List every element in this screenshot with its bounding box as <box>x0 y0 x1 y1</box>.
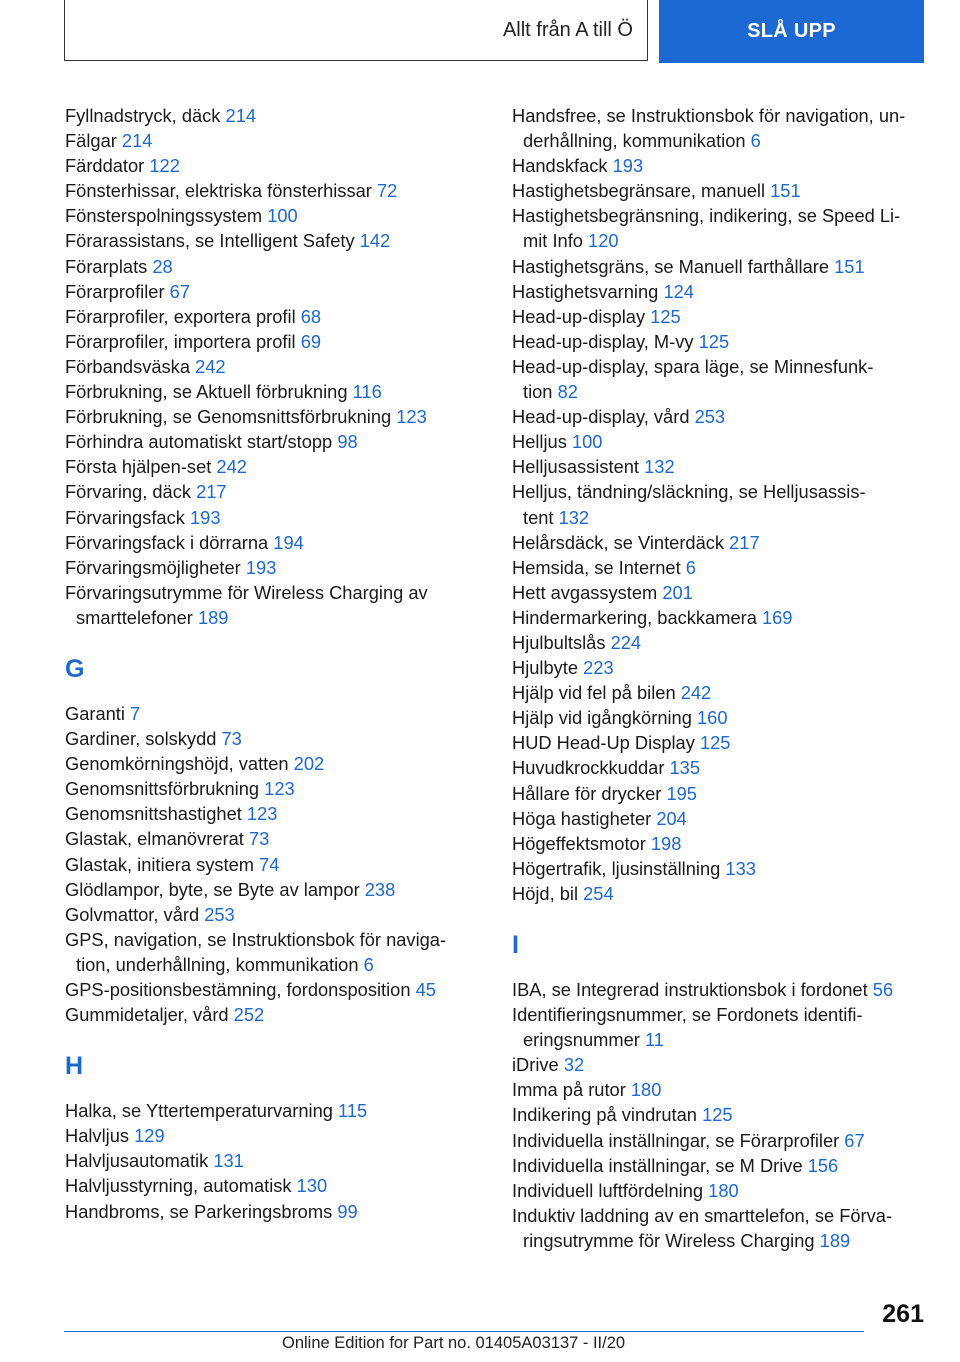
index-entry <box>65 153 465 178</box>
page-link[interactable]: 202 <box>293 753 325 775</box>
index-entry <box>512 680 924 705</box>
index-entry-term: derhållning, kommunikation 6 <box>523 130 761 152</box>
index-entry-term: Förbrukning, se Aktuell förbrukning <box>65 381 348 403</box>
index-entry-term: Individuell luftfördelning <box>512 1179 704 1201</box>
index-entry-term: Högertrafik, ljusinställning <box>512 857 721 879</box>
page-link[interactable]: 7 <box>130 702 141 724</box>
page-link[interactable]: 115 <box>338 1100 368 1122</box>
index-entry-term: Halvljusautomatik <box>65 1150 209 1172</box>
index-entry-term: Högeffektsmotor <box>512 832 646 854</box>
index-entry-term: Handbroms, se Parkeringsbroms <box>65 1200 333 1222</box>
index-entry <box>512 831 924 856</box>
index-entry-term: Höjd, bil <box>512 882 579 904</box>
page-link[interactable]: 253 <box>694 406 726 428</box>
page-link[interactable]: 129 <box>134 1125 165 1147</box>
index-entry-term: Head-up-display, M-vy <box>512 330 694 352</box>
index-entry <box>65 228 465 253</box>
index-entry <box>512 153 924 178</box>
index-entry <box>512 329 924 354</box>
page-number: 261 <box>882 1300 924 1328</box>
index-entry-term: Förarprofiler, exportera profil <box>65 305 296 327</box>
footer-edition-text: Online Edition for Part no. 01405A03137 - II/20 <box>282 1334 626 1352</box>
index-entry <box>65 505 465 530</box>
index-entry-term: Förhindra automatiskt start/stopp <box>65 431 333 453</box>
page-link[interactable]: 180 <box>708 1179 739 1201</box>
index-entry-term: Förvaringsfack i dörrarna <box>65 531 269 553</box>
page-link[interactable]: 123 <box>396 406 427 428</box>
page-link[interactable]: 217 <box>196 481 227 503</box>
index-entry <box>512 178 924 203</box>
index-entry-term: Huvudkrockkuddar <box>512 757 665 779</box>
index-entry-term: tion 82 <box>523 381 578 403</box>
index-entry <box>512 655 924 680</box>
index-entry <box>65 826 465 851</box>
index-entry <box>512 856 924 881</box>
page-link[interactable]: 125 <box>650 305 681 327</box>
index-entry <box>65 354 465 379</box>
index-entry <box>512 1203 924 1253</box>
page-link[interactable]: 160 <box>696 707 728 729</box>
index-entry <box>65 877 465 902</box>
index-entry-term: Hållare för drycker <box>512 782 662 804</box>
index-entry-term: eringsnummer 11 <box>523 1029 664 1051</box>
index-entry-term: Genomsnittshastighet <box>65 803 242 825</box>
page-link[interactable]: 123 <box>246 803 278 825</box>
page-link[interactable]: 151 <box>834 255 865 277</box>
page-link[interactable]: 82 <box>557 381 578 403</box>
index-entry <box>65 1002 465 1027</box>
section-letter: G <box>65 654 85 683</box>
index-entry-term: smarttelefoner 189 <box>76 606 229 628</box>
index-entry <box>65 977 465 1002</box>
page-link[interactable]: 132 <box>558 506 590 528</box>
index-column-left <box>65 103 465 1224</box>
index-entry <box>512 881 924 906</box>
index-entry <box>512 479 924 529</box>
page-link[interactable]: 6 <box>363 953 374 975</box>
page-link[interactable]: 98 <box>337 431 358 453</box>
page-link[interactable]: 125 <box>698 330 730 352</box>
index-entry-term: Förarassistans, se Intelligent Safety <box>65 230 355 252</box>
index-entry-term: Helljus, tändning/släckning, se Helljusassis- <box>512 481 866 503</box>
page-link[interactable]: 32 <box>563 1054 585 1076</box>
page-link[interactable]: 151 <box>770 180 801 202</box>
page-link[interactable]: 68 <box>300 305 322 327</box>
page-link[interactable]: 214 <box>121 130 153 152</box>
index-entry <box>65 178 465 203</box>
index-entry <box>65 530 465 555</box>
index-entry <box>65 254 465 279</box>
index-entry-term: ringsutrymme för Wireless Charging 189 <box>523 1229 851 1251</box>
index-entry-term: Förvaringsutrymme för Wireless Charging av <box>65 581 428 603</box>
index-entry <box>512 580 924 605</box>
index-entry-term: Helårsdäck, se Vinterdäck <box>512 531 725 553</box>
index-entry-term: Förarprofiler, importera profil <box>65 330 296 352</box>
index-entry <box>65 379 465 404</box>
page-link[interactable]: 193 <box>189 506 221 528</box>
index-entry-term: Identifieringsnummer, se Fordonets identifi- <box>512 1004 863 1026</box>
page-link[interactable]: 198 <box>650 832 682 854</box>
page-link[interactable]: 223 <box>583 657 614 679</box>
index-entry <box>512 806 924 831</box>
page-link[interactable]: 67 <box>169 280 190 302</box>
index-entry-term: Glödlampor, byte, se Byte av lampor <box>65 878 360 900</box>
index-entry-term: Fönsterspolningssystem <box>65 205 263 227</box>
page-link[interactable]: 11 <box>644 1029 664 1051</box>
index-entry <box>65 801 465 826</box>
page-link[interactable]: 253 <box>204 903 235 925</box>
page-link[interactable]: 204 <box>656 807 687 829</box>
index-entry <box>65 1123 465 1148</box>
index-entry-term: Hjulbyte <box>512 657 579 679</box>
page-link[interactable]: 130 <box>296 1175 328 1197</box>
index-entry <box>65 701 465 726</box>
index-entry <box>512 1052 924 1077</box>
index-entry <box>65 726 465 751</box>
index-entry-term: Glastak, initiera system <box>65 853 254 875</box>
index-entry <box>512 404 924 429</box>
index-entry <box>512 755 924 780</box>
page-link[interactable]: 125 <box>699 732 731 754</box>
index-entry-term: Förvaringsfack <box>65 506 185 528</box>
page-link[interactable]: 72 <box>376 180 398 202</box>
index-entry-term: tion, underhållning, kommunikation 6 <box>76 953 374 975</box>
index-entry-term: IBA, se Integrerad instruktionsbok i fordonet <box>512 979 868 1000</box>
page-link[interactable]: 224 <box>610 631 642 653</box>
page-link[interactable]: 120 <box>588 230 619 252</box>
index-entry <box>512 254 924 279</box>
index-entry-term: HUD Head-Up Display <box>512 732 695 754</box>
tab-index-a-to-o[interactable]: Allt från A till Ö <box>64 0 648 61</box>
index-entry-term: Förvaring, däck <box>65 481 191 503</box>
page-link[interactable]: 217 <box>729 531 760 553</box>
index-entry <box>65 751 465 776</box>
footer-divider <box>64 1331 864 1332</box>
index-entry <box>65 1098 465 1123</box>
page-link[interactable]: 238 <box>364 878 396 900</box>
index-entry-term: Hett avgassystem <box>512 581 658 603</box>
index-entry-term: Gummidetaljer, vård <box>65 1004 229 1026</box>
index-entry <box>65 304 465 329</box>
page-link[interactable]: 56 <box>872 979 894 1000</box>
index-entry-term: Genomsnittsförbrukning <box>65 778 260 800</box>
header-tabs <box>64 0 924 63</box>
index-entry-term: Head-up-display, vård <box>512 406 690 428</box>
page-link[interactable]: 252 <box>233 1004 265 1026</box>
tab-lookup[interactable]: SLÅ UPP <box>659 0 924 63</box>
page-link[interactable]: 6 <box>685 556 696 578</box>
page-link[interactable]: 45 <box>415 979 436 1000</box>
index-entry <box>65 927 465 977</box>
index-entry <box>65 454 465 479</box>
page-link[interactable]: 131 <box>213 1150 244 1172</box>
page-link[interactable]: 189 <box>819 1229 851 1251</box>
page-link[interactable]: 254 <box>583 882 614 904</box>
page-link[interactable]: 125 <box>702 1104 733 1126</box>
index-entry-term: Head-up-display, spara läge, se Minnesfunk- <box>512 355 874 377</box>
page-link[interactable]: 74 <box>259 853 280 875</box>
index-entry-term: Helljusassistent <box>512 456 640 478</box>
index-entry <box>512 279 924 304</box>
index-entry <box>65 1173 465 1198</box>
index-entry-term: Hastighetsvarning <box>512 280 659 302</box>
section-letter: I <box>512 931 519 959</box>
page-link[interactable]: 214 <box>225 105 257 126</box>
index-entry-term: Fönsterhissar, elektriska fönsterhissar <box>65 180 372 202</box>
index-entry <box>65 429 465 454</box>
index-entry-term: Garanti <box>65 702 125 724</box>
page-link[interactable]: 28 <box>152 255 173 277</box>
index-entry-term: Första hjälpen-set <box>65 456 212 478</box>
index-entry-term: Förvaringsmöjligheter <box>65 556 241 578</box>
index-entry <box>512 1002 924 1052</box>
index-entry-term: Induktiv laddning av en smarttelefon, se Förva- <box>512 1204 893 1226</box>
index-entry-term: Färddator <box>65 155 145 177</box>
index-entry-term: Imma på rutor <box>512 1079 626 1101</box>
index-entry-term: iDrive <box>512 1054 559 1076</box>
index-entry-term: Hastighetsgräns, se Manuell farthållare <box>512 255 830 277</box>
index-entry <box>512 605 924 630</box>
index-entry <box>65 404 465 429</box>
page-link[interactable]: 195 <box>666 782 697 804</box>
index-entry-term: Hastighetsbegränsare, manuell <box>512 180 766 202</box>
page-link[interactable]: 135 <box>669 757 701 779</box>
page-link[interactable]: 122 <box>149 155 180 177</box>
index-entry-term: Förarprofiler <box>65 280 165 302</box>
index-entry-term: Förbrukning, se Genomsnittsförbrukning <box>65 406 392 428</box>
index-entry <box>65 279 465 304</box>
page-link[interactable]: 69 <box>300 330 322 352</box>
index-entry <box>512 1077 924 1102</box>
index-entry-term: tent 132 <box>523 506 590 528</box>
page-link[interactable]: 242 <box>680 682 712 704</box>
page-link[interactable]: 193 <box>245 556 277 578</box>
index-entry <box>512 203 924 253</box>
page-link[interactable]: 100 <box>571 431 603 453</box>
index-entry <box>65 128 465 153</box>
section-letter: H <box>65 1052 84 1081</box>
page-link[interactable]: 133 <box>725 857 756 879</box>
index-entry <box>65 852 465 877</box>
index-entry-term: mit Info 120 <box>523 230 619 252</box>
page-link[interactable]: 124 <box>663 280 694 302</box>
page-link[interactable]: 193 <box>612 155 644 177</box>
page-link[interactable]: 242 <box>195 355 226 377</box>
index-entry <box>512 781 924 806</box>
page-link[interactable]: 73 <box>221 728 242 750</box>
index-entry-term: Hjälp vid fel på bilen <box>512 682 676 704</box>
index-entry-term: Golvmattor, vård <box>65 903 200 925</box>
index-entry <box>65 479 465 504</box>
page-link[interactable]: 73 <box>248 828 270 850</box>
index-entry <box>512 454 924 479</box>
index-entry-term: Handsfree, se Instruktionsbok för navigation, un- <box>512 105 906 126</box>
index-entry <box>65 1148 465 1173</box>
index-entry <box>512 730 924 755</box>
index-entry <box>512 304 924 329</box>
index-entry-term: Fälgar <box>65 130 117 152</box>
index-column-right <box>512 103 924 1253</box>
index-entry-term: Individuella inställningar, se Förarprofiler <box>512 1129 840 1151</box>
index-entry <box>512 429 924 454</box>
index-entry-term: Genomkörningshöjd, vatten <box>65 753 289 775</box>
index-entry <box>65 103 465 128</box>
index-entry <box>512 555 924 580</box>
index-entry <box>512 354 924 404</box>
index-entry-term: Förbandsväska <box>65 355 190 377</box>
index-entry-term: Höga hastigheter <box>512 807 652 829</box>
index-entry <box>512 103 924 153</box>
index-entry-term: Gardiner, solskydd <box>65 728 217 750</box>
index-entry-term: Indikering på vindrutan <box>512 1104 697 1126</box>
index-entry <box>65 329 465 354</box>
index-entry-term: Fyllnadstryck, däck <box>65 105 221 126</box>
page-link[interactable]: 67 <box>844 1129 865 1151</box>
index-entry-term: Head-up-display <box>512 305 646 327</box>
index-entry-term: Handskfack <box>512 155 608 177</box>
page-link[interactable]: 242 <box>216 456 247 478</box>
index-entry <box>512 1178 924 1203</box>
index-entry <box>512 530 924 555</box>
page-link[interactable]: 100 <box>267 205 298 227</box>
index-entry-term: Hjälp vid igångkörning <box>512 707 692 729</box>
index-entry-term: Hindermarkering, backkamera <box>512 606 757 628</box>
page-link[interactable]: 180 <box>630 1079 662 1101</box>
index-entry-term: Halvljus <box>65 1125 130 1147</box>
page-link[interactable]: 201 <box>662 581 693 603</box>
page-link[interactable]: 156 <box>807 1154 839 1176</box>
page-link[interactable]: 142 <box>359 230 391 252</box>
index-entry <box>512 705 924 730</box>
index-entry <box>512 1128 924 1153</box>
index-entry-term: Hjulbultslås <box>512 631 606 653</box>
index-entry <box>512 1153 924 1178</box>
page-link[interactable]: 189 <box>197 606 229 628</box>
index-entry <box>65 580 465 630</box>
page-link[interactable]: 169 <box>761 606 793 628</box>
index-entry <box>65 902 465 927</box>
index-entry-term: Individuella inställningar, se M Drive <box>512 1154 803 1176</box>
index-entry <box>512 1102 924 1127</box>
page-link[interactable]: 194 <box>273 531 304 553</box>
page-link[interactable]: 6 <box>750 130 761 152</box>
index-entry <box>512 977 924 1002</box>
page-link[interactable]: 116 <box>352 381 382 403</box>
page-link[interactable]: 132 <box>644 456 675 478</box>
index-entry <box>512 630 924 655</box>
index-entry-term: Hemsida, se Internet <box>512 556 681 578</box>
index-entry <box>65 1199 465 1224</box>
index-entry-term: GPS, navigation, se Instruktionsbok för naviga- <box>65 928 447 950</box>
index-entry-term: Halvljusstyrning, automatisk <box>65 1175 292 1197</box>
index-entry <box>65 776 465 801</box>
index-entry-term: Helljus <box>512 431 567 453</box>
page-link[interactable]: 123 <box>264 778 295 800</box>
index-entry <box>65 555 465 580</box>
index-entry-term: GPS-positionsbestämning, fordonsposition <box>65 979 411 1000</box>
index-entry-term: Hastighetsbegränsning, indikering, se Speed Li- <box>512 205 901 227</box>
page-link[interactable]: 99 <box>337 1200 358 1222</box>
index-entry-term: Halka, se Yttertemperaturvarning <box>65 1100 333 1122</box>
index-entry-term: Förarplats <box>65 255 148 277</box>
index-entry-term: Glastak, elmanövrerat <box>65 828 244 850</box>
index-entry <box>65 203 465 228</box>
